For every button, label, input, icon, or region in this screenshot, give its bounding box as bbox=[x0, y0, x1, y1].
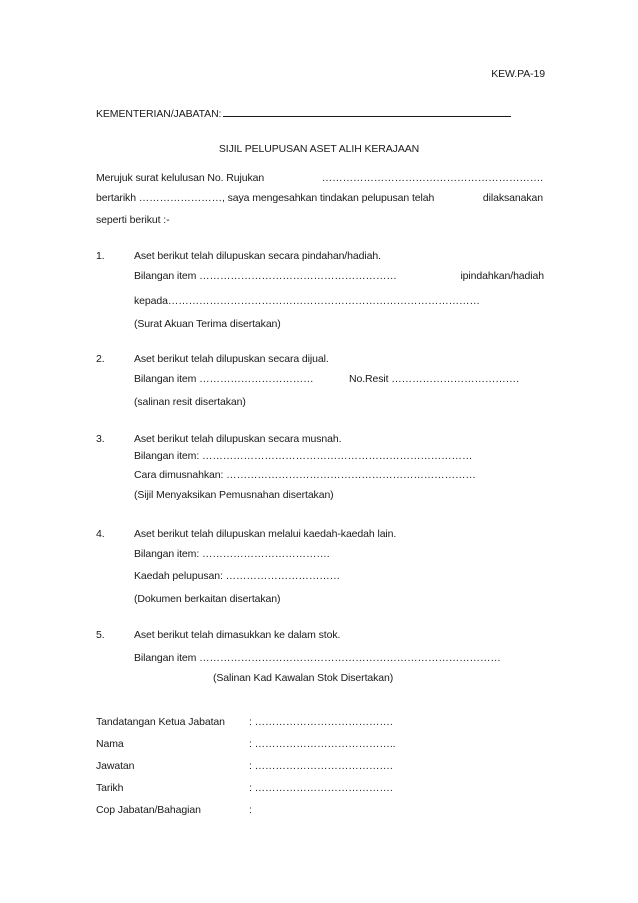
form-code: KEW.PA-19 bbox=[491, 68, 545, 80]
item-recipient-line: kepada……………………………………………………………………………… bbox=[134, 295, 480, 307]
signature-label: Tandatangan Ketua Jabatan bbox=[96, 716, 225, 728]
item-heading: Aset berikut telah dilupuskan secara dijual. bbox=[134, 353, 329, 365]
item-attachment-note: (Salinan Kad Kawalan Stok Disertakan) bbox=[213, 672, 394, 684]
position-value: : …………………………………. bbox=[249, 760, 393, 772]
signature-value: : …………………………………. bbox=[249, 716, 393, 728]
stamp-label: Cop Jabatan/Bahagian bbox=[96, 804, 201, 816]
item-number: 5. bbox=[96, 629, 105, 641]
item-number: 3. bbox=[96, 433, 105, 445]
item-heading: Aset berikut telah dilupuskan secara musnah. bbox=[134, 433, 342, 445]
item-count-text-end: ipindahkan/hadiah bbox=[460, 270, 544, 282]
intro-line-1 bbox=[96, 172, 543, 184]
name-label: Nama bbox=[96, 738, 124, 750]
item-number: 2. bbox=[96, 353, 105, 365]
date-value: : …………………………………. bbox=[249, 782, 393, 794]
item-method-line: Cara dimusnahkan: ……………………………………………………………… bbox=[134, 469, 476, 481]
intro-line-2 bbox=[96, 192, 543, 204]
ministry-blank-line bbox=[223, 106, 511, 117]
item-number: 4. bbox=[96, 528, 105, 540]
intro-reference-dots: ………………………………………………………. bbox=[321, 172, 543, 184]
item-method-line: Kaedah pelupusan: …………………………… bbox=[134, 570, 341, 582]
ministry-label: KEMENTERIAN/JABATAN: bbox=[96, 108, 222, 120]
item-count-line: Bilangan item: ………………………………. bbox=[134, 548, 330, 560]
document-title: SIJIL PELUPUSAN ASET ALIH KERAJAAN bbox=[218, 143, 420, 155]
item-heading: Aset berikut telah dilupuskan secara pindahan/hadiah. bbox=[134, 250, 381, 262]
item-attachment-note: (Sijil Menyaksikan Pemusnahan disertakan) bbox=[134, 489, 334, 501]
item-count-line: Bilangan item: …………………………………………………………………… bbox=[134, 450, 473, 462]
item-count-line: Bilangan item …………………………… bbox=[134, 373, 314, 385]
item-receipt-line: No.Resit ………………………………. bbox=[349, 373, 519, 385]
position-label: Jawatan bbox=[96, 760, 135, 772]
item-count-line: Bilangan item …………………………………………………………………………… bbox=[134, 652, 501, 664]
item-attachment-note: (salinan resit disertakan) bbox=[134, 396, 246, 408]
name-value: : ………………………………….. bbox=[249, 738, 396, 750]
stamp-value: : bbox=[249, 804, 252, 816]
item-attachment-note: (Surat Akuan Terima disertakan) bbox=[134, 318, 281, 330]
item-heading: Aset berikut telah dilupuskan melalui kaedah-kaedah lain. bbox=[134, 528, 397, 540]
intro-line-3: seperti berikut :- bbox=[96, 214, 170, 226]
item-count-line bbox=[134, 270, 544, 282]
intro-date-text: bertarikh ……………………, saya mengesahkan tindakan pelupusan telah bbox=[96, 192, 435, 204]
item-heading: Aset berikut telah dimasukkan ke dalam stok. bbox=[134, 629, 341, 641]
ministry-field bbox=[96, 106, 511, 120]
date-label: Tarikh bbox=[96, 782, 124, 794]
intro-date-text-end: dilaksanakan bbox=[482, 192, 543, 204]
item-count-text: Bilangan item ………………………………………………… bbox=[134, 270, 397, 282]
item-number: 1. bbox=[96, 250, 105, 262]
item-attachment-note: (Dokumen berkaitan disertakan) bbox=[134, 593, 281, 605]
intro-reference-label: Merujuk surat kelulusan No. Rujukan bbox=[96, 172, 265, 184]
